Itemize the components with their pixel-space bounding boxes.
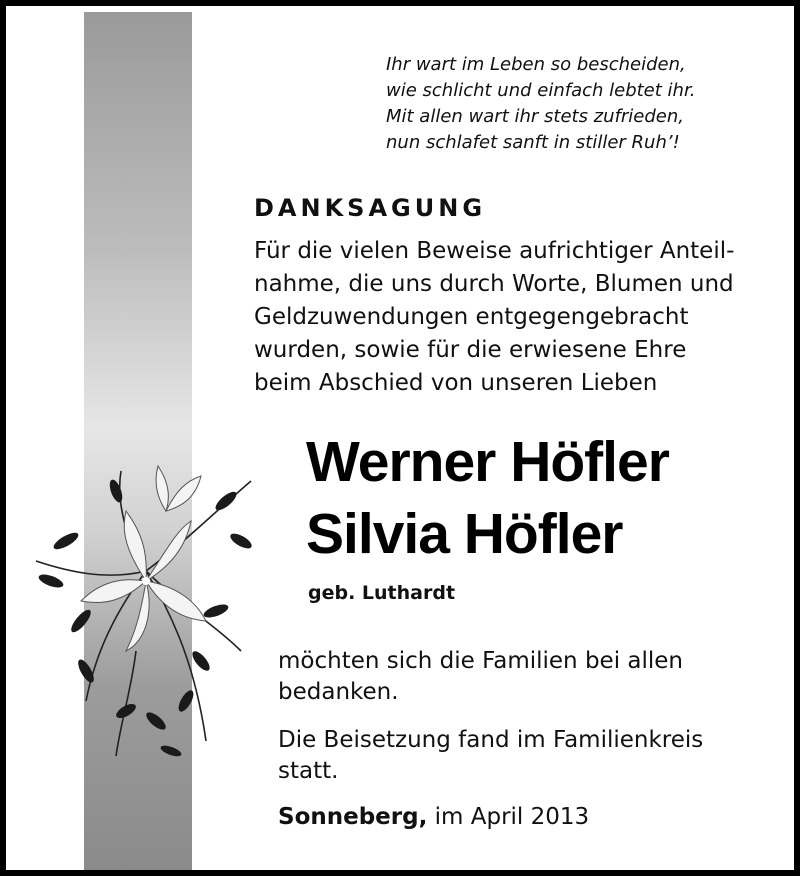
thanks-paragraph [278,646,778,708]
intro-paragraph [254,235,774,400]
poem [386,52,746,156]
burial-paragraph [278,725,778,787]
place-date [278,804,589,830]
poem-line: wie schlicht und einfach lebtet ihr. [386,80,696,101]
burial-line: statt. [278,758,339,784]
poem-line: Mit allen wart ihr stets zufrieden, [386,106,684,127]
lily-flower-icon [26,451,266,761]
poem-line: Ihr wart im Leben so bescheiden, [386,54,686,75]
deceased-name-2: Silvia Höfler [306,502,623,566]
thanks-line: möchten sich die Familien bei allen [278,648,683,674]
thanks-line: bedanken. [278,679,399,705]
poem-line: nun schlafet sanft in stiller Ruh’! [386,132,680,153]
notice-heading: DANKSAGUNG [254,194,487,222]
intro-line: beim Abschied von unseren Lieben [254,370,658,396]
intro-line: wurden, sowie für die erwiesene Ehre [254,337,687,363]
intro-line: Für die vielen Beweise aufrichtiger Anteil- [254,238,735,264]
burial-line: Die Beisetzung fand im Familienkreis [278,727,704,753]
intro-line: nahme, die uns durch Worte, Blumen und [254,271,734,297]
intro-line: Geldzuwendungen entgegengebracht [254,304,689,330]
place-name: Sonneberg, [278,804,428,830]
date-text: im April 2013 [434,804,590,830]
deceased-name-1: Werner Höfler [306,430,669,494]
deceased-names [306,426,669,570]
birth-name: geb. Luthardt [308,582,456,604]
